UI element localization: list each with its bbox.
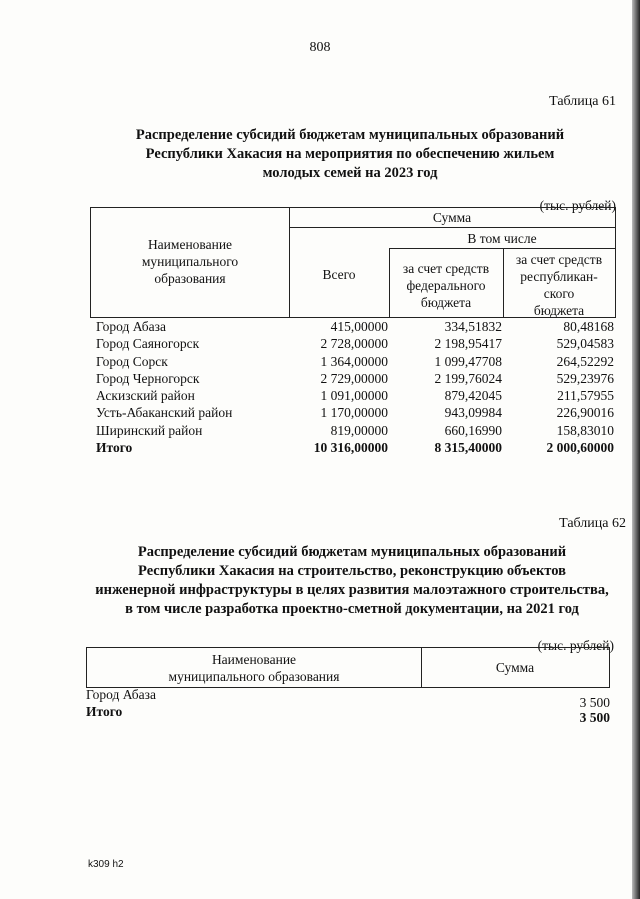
table-62-label: Таблица 62 <box>559 516 626 531</box>
table-row: Город Черногорск 2 729,00000 2 199,76024 529,23976 <box>96 370 614 386</box>
table-row: Аскизский район 1 091,00000 879,42045 211,57955 <box>96 388 614 404</box>
table-row: Город Сорск 1 364,00000 1 099,47708 264,52292 <box>96 353 614 369</box>
header-name: Наименование муниципального образования <box>141 237 239 286</box>
table-row: Город Саяногорск 2 728,00000 2 198,95417 529,04583 <box>96 336 614 352</box>
table-row: Город Абаза 3 500 <box>86 687 610 710</box>
table-62-body <box>86 686 610 725</box>
table-61-title <box>100 126 600 183</box>
table-61-title-line: Распределение субсидий бюджетам муниципальных образований <box>135 127 565 143</box>
table-61-title-line: молодых семей на 2023 год <box>262 165 438 181</box>
scan-edge <box>632 0 640 899</box>
header-sum: Сумма <box>495 660 535 675</box>
header-total: Всего <box>322 267 356 282</box>
table-62-title-line: Распределение субсидий бюджетам муниципальных образований <box>137 544 567 560</box>
table-row: Город Абаза 415,00000 334,51832 80,48168 <box>96 319 614 334</box>
header-federal: за счет средств федерального бюджета <box>402 261 490 310</box>
header-republic: за счет средств республикан- ского бюджета <box>515 252 603 318</box>
table-total-row: Итого 3 500 <box>86 704 610 725</box>
table-61-body <box>96 318 616 456</box>
header-sum: Сумма <box>432 210 472 225</box>
table-61-title-line: Республики Хакасия на мероприятия по обеспечению жильем <box>145 146 555 162</box>
table-62-units: (тыс. рублей) <box>537 638 614 653</box>
table-total-row: Итого 10 316,00000 8 315,40000 2 000,60000 <box>96 440 614 456</box>
table-61-units: (тыс. рублей) <box>539 198 616 213</box>
header-including: В том числе <box>467 231 537 246</box>
footer-code: k309 h2 <box>88 859 124 870</box>
table-row: Усть-Абаканский район 1 170,00000 943,09984 226,90016 <box>96 405 614 421</box>
table-62-title <box>72 543 632 619</box>
table-62-title-line: инженерной инфраструктуры в целях развития малоэтажного строительства, <box>95 582 609 598</box>
table-62-title-line: Республики Хакасия на строительство, реконструкцию объектов <box>138 563 566 579</box>
table-61-label: Таблица 61 <box>549 94 616 109</box>
table-row: Ширинский район 819,00000 660,16990 158,83010 <box>96 422 614 438</box>
table-62-title-line: в том числе разработка проектно-сметной документации, на 2021 год <box>125 601 579 617</box>
table-61-header <box>90 207 616 318</box>
header-name: Наименование муниципального образования <box>168 652 340 684</box>
page-number: 808 <box>309 40 331 55</box>
table-62-header <box>86 647 610 688</box>
